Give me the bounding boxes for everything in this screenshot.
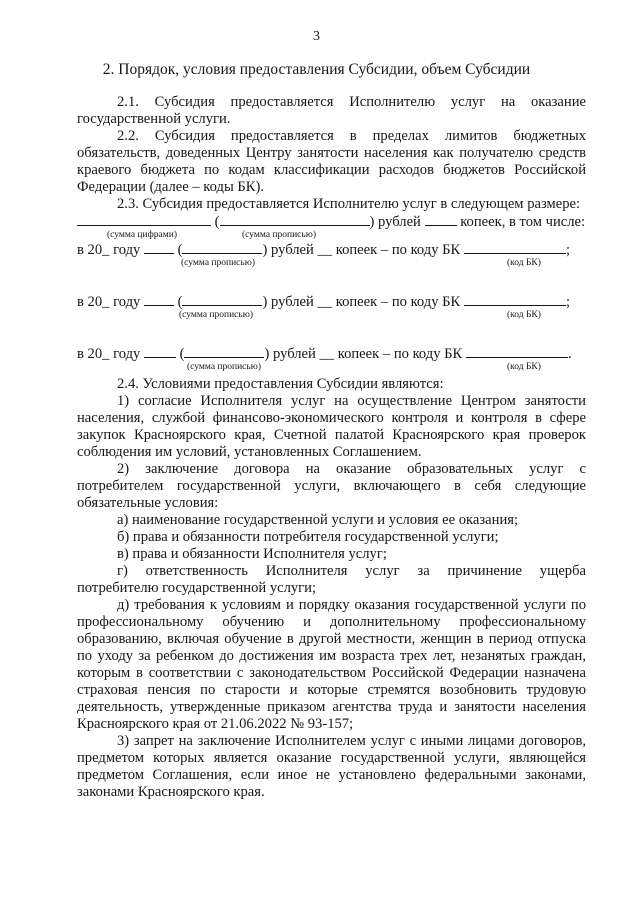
label-sum-digits: (сумма цифрами) [107, 230, 177, 240]
paragraph-2-1: 2.1. Субсидия предоставляется Исполнителю услуг на оказание государственной услуги. [77, 94, 586, 127]
year-line-1: в 20_ году ( ) рублей __ копеек – по коду БК ; [77, 242, 571, 258]
year-line-3-labels: (сумма прописью) (код БК) [187, 362, 541, 372]
paragraph-2-4: 2.4. Условиями предоставления Субсидии являются: [117, 376, 444, 392]
condition-2d: д) требования к условиям и порядку оказания государственной услуги по профессиональному обучению и дополнительному профессиональному образованию, включая обучение в другой местности, женщин в период отпуска по уходу за ребенком до достижения им возраста трех лет, незанятых граждан, которым в соответствии с законодательством Российской Федерации назначена страховая пенсия по старости и которые стремятся возобновить трудовую деятельность, утвержденные приказом агентства труда и занятости населения Красноярского края от 21.06.2022 № 93-157; [77, 597, 586, 732]
year-line-1-labels: (сумма прописью) (код БК) [181, 258, 541, 268]
year-line-3: в 20_ году ( ) рублей __ копеек – по коду БК . [77, 346, 572, 362]
condition-2b: б) права и обязанности потребителя государственной услуги; [117, 529, 499, 545]
page-number: 3 [313, 29, 320, 44]
section-title: 2. Порядок, условия предоставления Субсидии, объем Субсидии [102, 61, 531, 78]
condition-2: 2) заключение договора на оказание образовательных услуг с потребителем государственной услуги, включающего в себя следующие обязательные условия: [77, 461, 586, 511]
condition-2g: г) ответственность Исполнителя услуг за причинение ущерба потребителю государственной услуги; [77, 563, 586, 596]
year-line-2: в 20_ году ( ) рублей __ копеек – по коду БК ; [77, 294, 571, 310]
amount-line-labels [77, 230, 586, 241]
year-line-2-labels: (сумма прописью) (код БК) [179, 310, 541, 320]
condition-3: 3) запрет на заключение Исполнителем услуг с иными лицами договоров, предметом которых является оказание государственной услуги, являющейся предметом Соглашения, если иное не установлено федеральными законами, законами Красноярского края. [77, 733, 586, 800]
paragraph-2-2: 2.2. Субсидия предоставляется в пределах лимитов бюджетных обязательств, доведенных Центру занятости населения как получателю средств краевого бюджета по кодам классификации расходов бюджетов Российской Федерации (далее – коды БК). [77, 128, 586, 195]
document-body [77, 94, 586, 801]
paragraph-2-3: 2.3. Субсидия предоставляется Исполнителю услуг в следующем размере: [117, 196, 581, 212]
label-sum-words: (сумма прописью) [242, 230, 316, 240]
condition-2a: а) наименование государственной услуги и условия ее оказания; [117, 512, 519, 528]
kop-label: копеек, в том числе: [460, 214, 586, 230]
condition-2c: в) права и обязанности Исполнителя услуг; [117, 546, 387, 562]
condition-1: 1) согласие Исполнителя услуг на осуществление Центром занятости населения, службой финансово-экономического контроля и контроля в сфере закупок Красноярского края, Счетной палатой Красноярского края проверок соблюдения им условий, установленных Соглашением. [77, 393, 586, 460]
rub-label: ) рублей [369, 214, 421, 230]
amount-line: ( ) рублей копеек, в том числе: [77, 213, 586, 231]
